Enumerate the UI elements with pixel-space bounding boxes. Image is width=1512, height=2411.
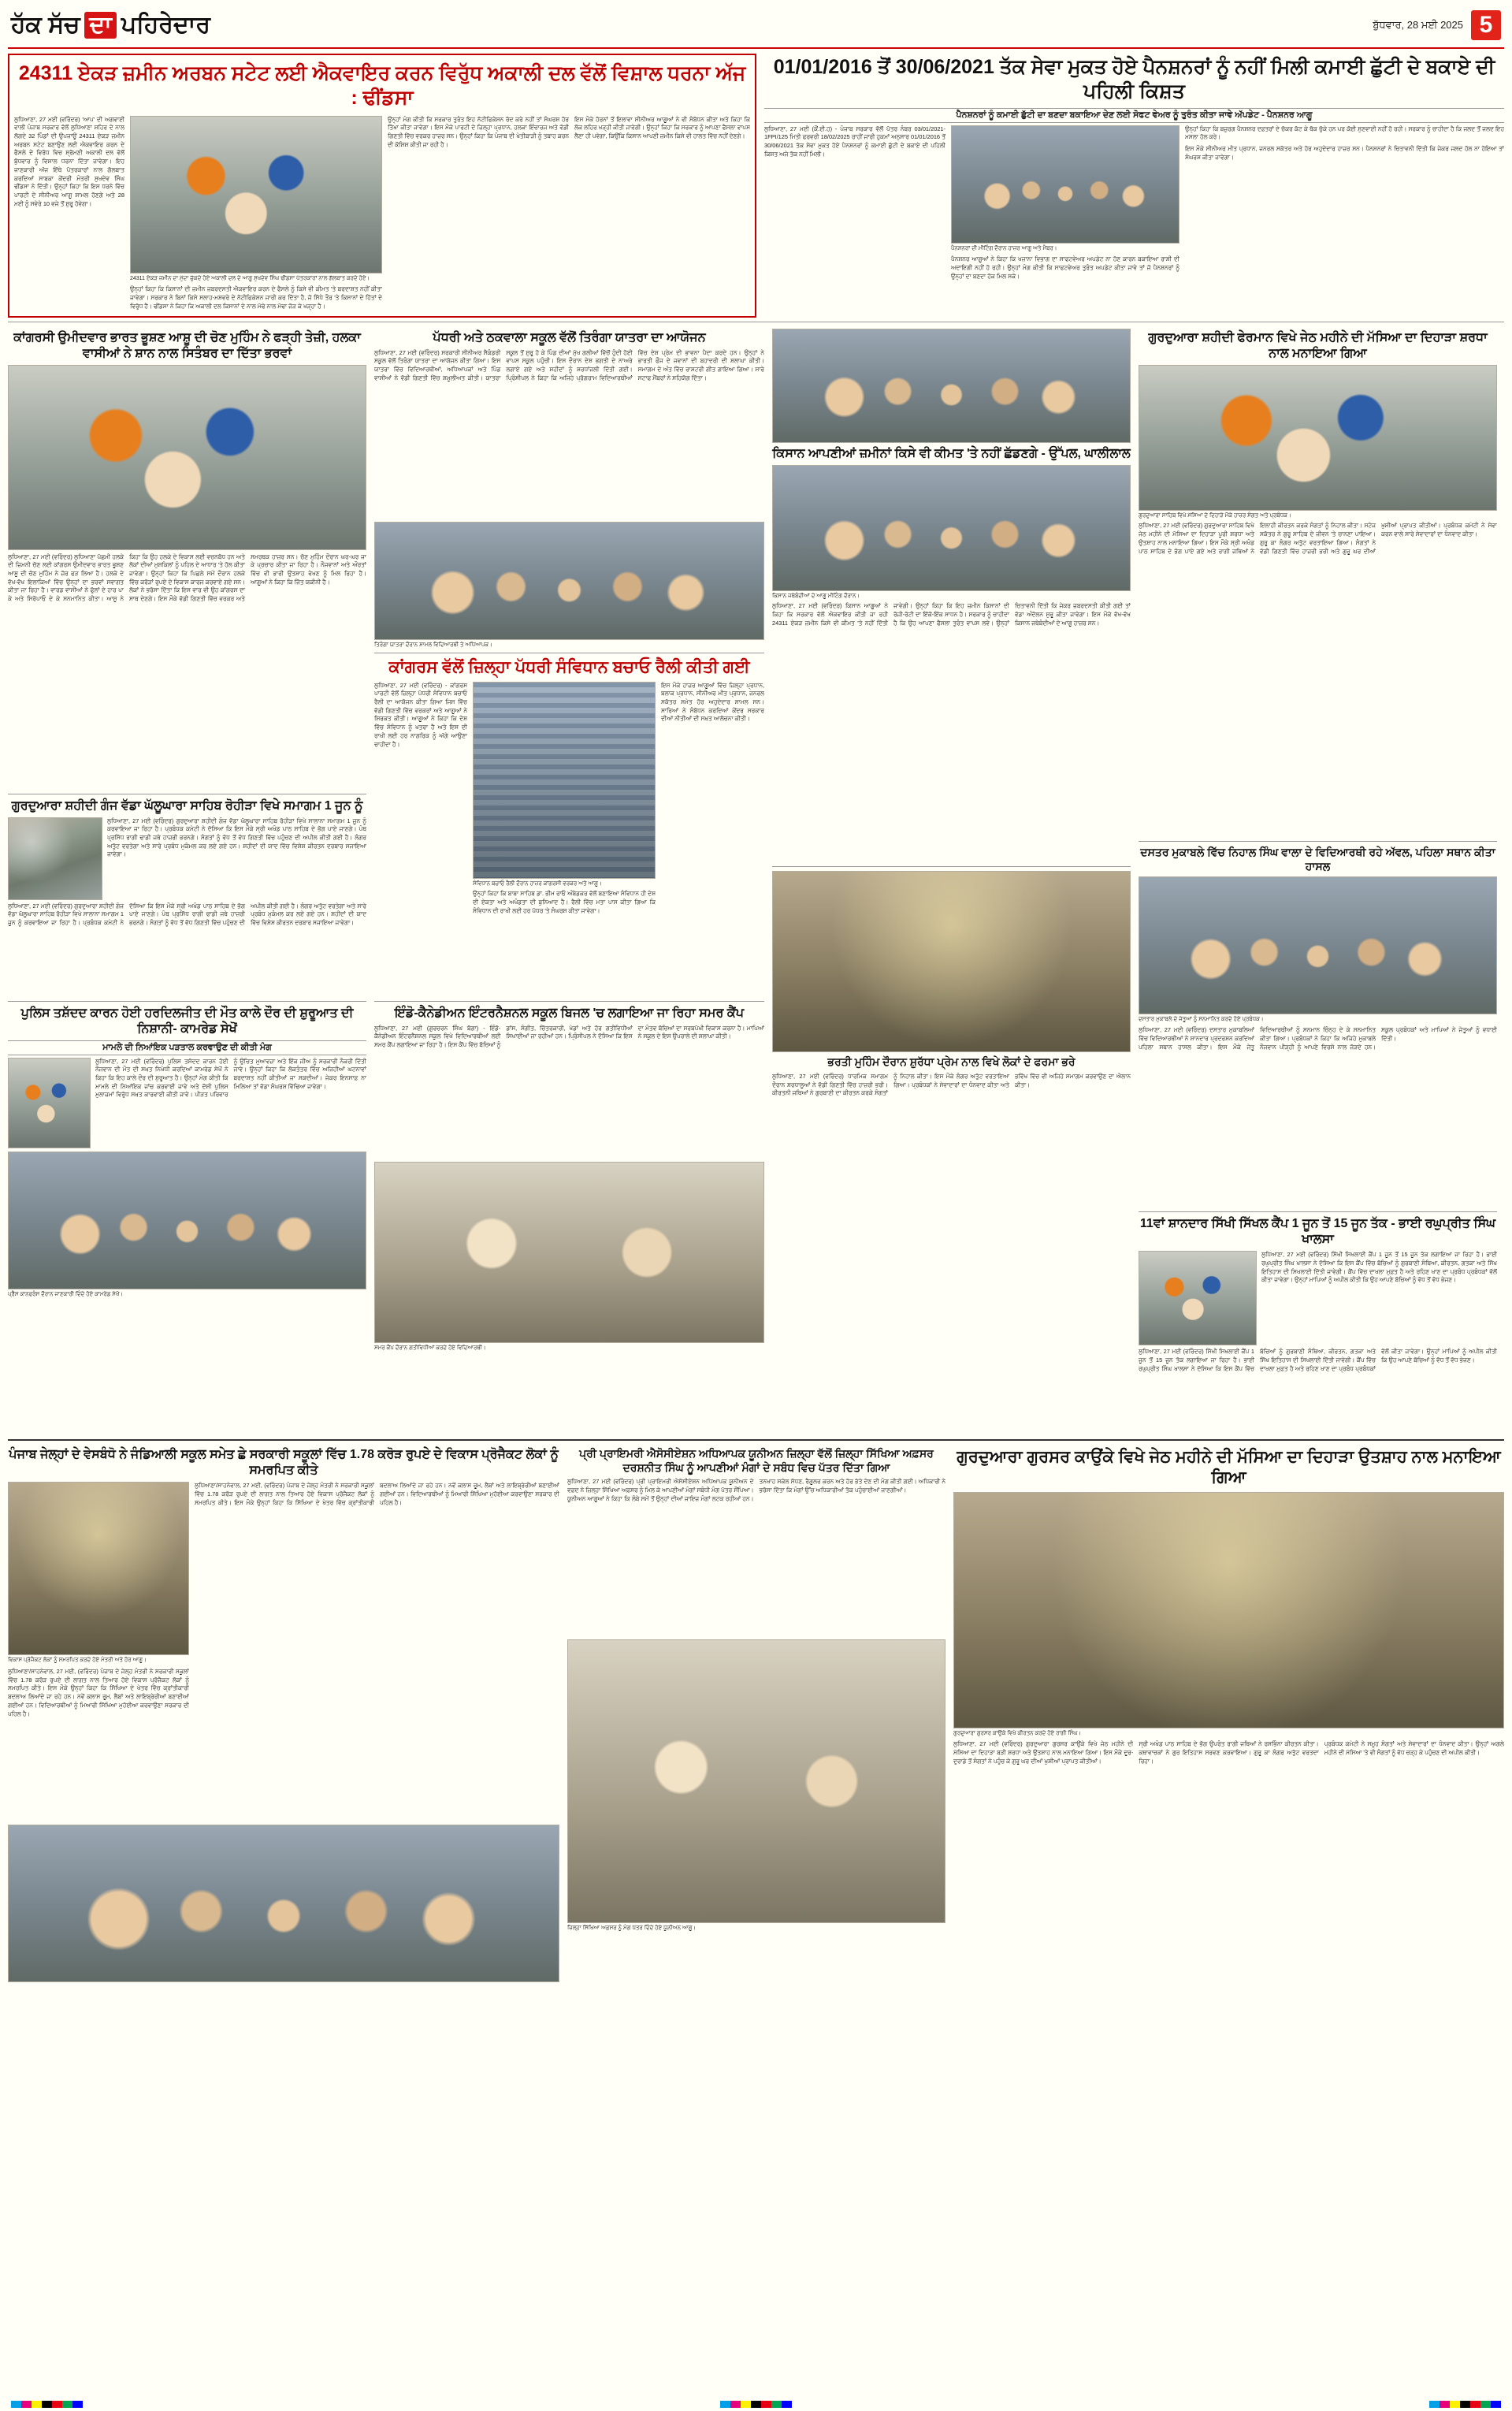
sikh-camp-headline: 11ਵਾਂ ਸ਼ਾਨਦਾਰ ਸਿੱਖੀ ਸਿੱਖਲ ਕੈਂਪ 1 ਜੂਨ ਤੋਂ 15 ਜੂਨ ਤੱਕ - ਭਾਈ ਰਘੁਪ੍ਰੀਤ ਸਿੰਘ ਖਾਲਸਾ: [1139, 1217, 1496, 1247]
summer-camp-body: ਲੁਧਿਆਣਾ, 27 ਮਈ (ਗੁਰਚਰਨ ਸਿੰਘ ਬੱਗਾ) - ਇੰਡੋ-ਕੈਨੇਡੀਅਨ ਇੰਟਰਨੈਸ਼ਨਲ ਸਕੂਲ ਵਿਖੇ ਵਿਦਿਆਰਥੀਆਂ ਲਈ ਸਮਰ ਕੈਂਪ ਲਗਾਇਆ ਜਾ ਰਿਹਾ ਹੈ। ਇਸ ਕੈਂਪ ਵਿੱਚ ਬੱਚਿਆਂ ਨੂੰ ਡਾਂਸ, ਸੰਗੀਤ, ਚਿੱਤਰਕਾਰੀ, ਖੇਡਾਂ ਅਤੇ ਹੋਰ ਗਤੀਵਿਧੀਆਂ ਸਿਖਾਈਆਂ ਜਾ ਰਹੀਆਂ ਹਨ। ਪ੍ਰਿੰਸੀਪਲ ਨੇ ਦੱਸਿਆ ਕਿ ਇਸ ਦਾ ਮੰਤਵ ਬੱਚਿਆਂ ਦਾ ਸਰਬਪੱਖੀ ਵਿਕਾਸ ਕਰਨਾ ਹੈ। ਮਾਪਿਆਂ ਨੇ ਸਕੂਲ ਦੇ ਇਸ ਉਪਰਾਲੇ ਦੀ ਸ਼ਲਾਘਾ ਕੀਤੀ।: [374, 1024, 764, 1049]
farmers-body: ਲੁਧਿਆਣਾ, 27 ਮਈ (ਵਰਿੰਦਰ) ਕਿਸਾਨ ਆਗੂਆਂ ਨੇ ਕਿਹਾ ਕਿ ਸਰਕਾਰ ਵੱਲੋਂ ਐਕਵਾਇਰ ਕੀਤੀ ਜਾ ਰਹੀ 24311 ਏਕੜ ਜ਼ਮੀਨ ਕਿਸੇ ਵੀ ਕੀਮਤ 'ਤੇ ਨਹੀਂ ਦਿੱਤੀ ਜਾਵੇਗੀ। ਉਨ੍ਹਾਂ ਕਿਹਾ ਕਿ ਇਹ ਜ਼ਮੀਨ ਕਿਸਾਨਾਂ ਦੀ ਰੋਜ਼ੀ-ਰੋਟੀ ਦਾ ਇੱਕੋ-ਇੱਕ ਸਾਧਨ ਹੈ। ਸਰਕਾਰ ਨੂੰ ਚਾਹੀਦਾ ਹੈ ਕਿ ਉਹ ਆਪਣਾ ਫੈਸਲਾ ਤੁਰੰਤ ਵਾਪਸ ਲਵੇ। ਉਨ੍ਹਾਂ ਚਿਤਾਵਨੀ ਦਿੱਤੀ ਕਿ ਜੇਕਰ ਜ਼ਬਰਦਸਤੀ ਕੀਤੀ ਗਈ ਤਾਂ ਵੱਡਾ ਅੰਦੋਲਨ ਸ਼ੁਰੂ ਕੀਤਾ ਜਾਵੇਗਾ। ਇਸ ਮੌਕੇ ਵੱਖ-ਵੱਖ ਕਿਸਾਨ ਜਥੇਬੰਦੀਆਂ ਦੇ ਆਗੂ ਹਾਜ਼ਰ ਸਨ।: [772, 602, 1131, 627]
police-case-body: ਲੁਧਿਆਣਾ, 27 ਮਈ (ਵਰਿੰਦਰ) ਪੁਲਿਸ ਤਸ਼ੱਦਦ ਕਾਰਨ ਹੋਈ ਨੌਜਵਾਨ ਦੀ ਮੌਤ ਦੀ ਸਖ਼ਤ ਨਿਖੇਧੀ ਕਰਦਿਆਂ ਕਾਮਰੇਡ ਸੇਖੋਂ ਨੇ ਕਿਹਾ ਕਿ ਇਹ ਕਾਲੇ ਦੌਰ ਦੀ ਸ਼ੁਰੂਆਤ ਹੈ। ਉਨ੍ਹਾਂ ਮੰਗ ਕੀਤੀ ਕਿ ਮਾਮਲੇ ਦੀ ਨਿਆਂਇਕ ਜਾਂਚ ਕਰਵਾਈ ਜਾਵੇ ਅਤੇ ਦੋਸ਼ੀ ਪੁਲਿਸ ਮੁਲਾਜ਼ਮਾਂ ਵਿਰੁੱਧ ਸਖ਼ਤ ਕਾਰਵਾਈ ਕੀਤੀ ਜਾਵੇ। ਪੀੜਤ ਪਰਿਵਾਰ ਨੂੰ ਉਚਿਤ ਮੁਆਵਜ਼ਾ ਅਤੇ ਇੱਕ ਜੀਅ ਨੂੰ ਸਰਕਾਰੀ ਨੌਕਰੀ ਦਿੱਤੀ ਜਾਵੇ। ਉਨ੍ਹਾਂ ਕਿਹਾ ਕਿ ਲੋਕਤੰਤਰ ਵਿੱਚ ਅਜਿਹੀਆਂ ਘਟਨਾਵਾਂ ਬਰਦਾਸ਼ਤ ਨਹੀਂ ਕੀਤੀਆਂ ਜਾ ਸਕਦੀਆਂ। ਜੇਕਰ ਇਨਸਾਫ਼ ਨਾ ਮਿਲਿਆ ਤਾਂ ਵੱਡਾ ਸੰਘਰਸ਼ ਵਿੱਢਿਆ ਜਾਵੇਗਾ।: [95, 1057, 366, 1099]
divider-d1: [1139, 841, 1497, 842]
gurdwara-ganj-body-a: ਲੁਧਿਆਣਾ, 27 ਮਈ (ਵਰਿੰਦਰ) ਗੁਰਦੁਆਰਾ ਸ਼ਹੀਦੀ ਗੰਜ ਵੱਡਾ ਘੱਲੂਘਾਰਾ ਸਾਹਿਬ ਰੋਹੀੜਾ ਵਿਖੇ ਸਾਲਾਨਾ ਸਮਾਗਮ 1 ਜੂਨ ਨੂੰ ਕਰਵਾਇਆ ਜਾ ਰਿਹਾ ਹੈ। ਪ੍ਰਬੰਧਕ ਕਮੇਟੀ ਨੇ ਦੱਸਿਆ ਕਿ ਇਸ ਮੌਕੇ ਸ੍ਰੀ ਅਖੰਡ ਪਾਠ ਸਾਹਿਬ ਦੇ ਭੋਗ ਪਾਏ ਜਾਣਗੇ। ਪੰਥ ਪ੍ਰਸਿੱਧ ਰਾਗੀ ਢਾਡੀ ਜਥੇ ਹਾਜ਼ਰੀ ਭਰਨਗੇ। ਸੰਗਤਾਂ ਨੂੰ ਵੱਧ ਤੋਂ ਵੱਧ ਗਿਣਤੀ ਵਿੱਚ ਪਹੁੰਚਣ ਦੀ ਅਪੀਲ ਕੀਤੀ ਗਈ ਹੈ। ਲੰਗਰ ਅਤੁੱਟ ਵਰਤੇਗਾ ਅਤੇ ਸਾਰੇ ਪ੍ਰਬੰਧ ਮੁਕੰਮਲ ਕਰ ਲਏ ਗਏ ਹਨ। ਸ਼ਹੀਦਾਂ ਦੀ ਯਾਦ ਵਿੱਚ ਵਿਸ਼ੇਸ਼ ਕੀਰਤਨ ਦਰਬਾਰ ਸਜਾਇਆ ਜਾਵੇਗਾ।: [107, 817, 366, 858]
divider-a2: [8, 1001, 366, 1002]
punjab-jail-photo-1: [8, 1482, 189, 1655]
farmers-land-headline: ਕਿਸਾਨ ਆਪਣੀਆਂ ਜ਼ਮੀਨਾਂ ਕਿਸੇ ਵੀ ਕੀਮਤ 'ਤੇ ਨਹੀਂ ਛੱਡਣਗੇ - ਉੱਪਲ, ਘਾਲੀਲਾਲ: [772, 446, 1131, 460]
sikh-camp-photo: [1139, 1251, 1257, 1345]
lead-right-col1: ਲੁਧਿਆਣਾ, 27 ਮਈ (ਕੌਂ.ਈ.ਹ) - ਪੰਜਾਬ ਸਰਕਾਰ ਵੱਲੋਂ ਪੱਤਰ ਨੰਬਰ 03/01/2021-1FPI/125 ਮਿਤੀ ਫਰਵਰੀ 18/02/2025 ਰਾਹੀਂ ਜਾਰੀ ਹੁਕਮਾਂ ਅਨੁਸਾਰ 01/01/2016 ਤੋਂ 30/06/2021 ਤੱਕ ਸੇਵਾ ਮੁਕਤ ਹੋਏ ਪੈਨਸ਼ਨਰਾਂ ਨੂੰ ਕਮਾਈ ਛੁੱਟੀ ਦੇ ਬਕਾਏ ਦੀ ਪਹਿਲੀ ਕਿਸ਼ਤ ਅਜੇ ਤੱਕ ਨਹੀਂ ਮਿਲੀ।: [764, 125, 945, 158]
gursar-col2: ਸ੍ਰੀ ਅਖੰਡ ਪਾਠ ਸਾਹਿਬ ਦੇ ਭੋਗ ਉਪਰੰਤ ਰਾਗੀ ਜਥਿਆਂ ਨੇ ਰਸਭਿੰਨਾ ਕੀਰਤਨ ਕੀਤਾ। ਕਥਾਵਾਚਕਾਂ ਨੇ ਗੁਰ ਇਤਿਹਾਸ ਸਰਵਣ ਕਰਵਾਇਆ। ਗੁਰੂ ਕਾ ਲੰਗਰ ਅਤੁੱਟ ਵਰਤਦਾ ਰਿਹਾ।: [1139, 1740, 1319, 1765]
gurdwara-ganj-headline: ਗੁਰਦੁਆਰਾ ਸ਼ਹੀਦੀ ਗੰਜ ਵੱਡਾ ਘੱਲੂਘਾਰਾ ਸਾਹਿਬ ਰੋਹੀੜਾ ਵਿਖੇ ਸਮਾਗਮ 1 ਜੂਨ ਨੂੰ: [11, 798, 363, 813]
gursar-col1: ਲੁਧਿਆਣਾ, 27 ਮਈ (ਵਰਿੰਦਰ) ਗੁਰਦੁਆਰਾ ਗੁਰਸਰ ਕਾਉਂਕੇ ਵਿਖੇ ਜੇਠ ਮਹੀਨੇ ਦੀ ਮੱਸਿਆ ਦਾ ਦਿਹਾੜਾ ਬੜੀ ਸ਼ਰਧਾ ਅਤੇ ਉਤਸ਼ਾਹ ਨਾਲ ਮਨਾਇਆ ਗਿਆ। ਇਸ ਮੌਕੇ ਦੂਰ-ਦੁਰਾਡੇ ਤੋਂ ਸੰਗਤਾਂ ਨੇ ਪਹੁੰਚ ਕੇ ਗੁਰੂ ਘਰ ਦੀਆਂ ਖੁਸ਼ੀਆਂ ਪ੍ਰਾਪਤ ਕੀਤੀਆਂ।: [953, 1740, 1134, 1765]
lead-left-caption: 24311 ਏਕੜ ਜ਼ਮੀਨ ਦਾ ਮੁੱਦਾ ਚੁੱਕਦੇ ਹੋਏ ਅਕਾਲੀ ਦਲ ਦੇ ਆਗੂ ਸੁਖਦੇਵ ਸਿੰਘ ਢੀਂਡਸਾ ਪੱਤਰਕਾਰਾਂ ਨਾਲ ਗੱਲਬਾਤ ਕਰਦੇ ਹੋਏ।: [130, 275, 370, 281]
article-congress-candidate: [8, 329, 366, 1435]
lead-article-left: [8, 54, 756, 318]
lead-article-right: [764, 54, 1504, 318]
lead-left-col1: ਲੁਧਿਆਣਾ, 27 ਮਈ (ਵਰਿੰਦਰ) 'ਆਪ' ਦੀ ਅਗਵਾਈ ਵਾਲੀ ਪੰਜਾਬ ਸਰਕਾਰ ਵੱਲੋਂ ਲੁਧਿਆਣਾ ਸ਼ਹਿਰ ਦੇ ਨਾਲ ਲੱਗਦੇ 32 ਪਿੰਡਾਂ ਦੀ ਉਪਜਾਊ 24311 ਏਕੜ ਜ਼ਮੀਨ ਅਰਬਨ ਸਟੇਟ ਬਣਾਉਣ ਲਈ ਐਕਵਾਇਰ ਕਰਨ ਦੇ ਫੈਸਲੇ ਦੇ ਵਿਰੋਧ ਵਿਚ ਸ਼੍ਰੋਮਣੀ ਅਕਾਲੀ ਦਲ ਵੱਲੋਂ ਬੁੱਧਵਾਰ ਨੂੰ ਵਿਸ਼ਾਲ ਧਰਨਾ ਦਿੱਤਾ ਜਾਵੇਗਾ। ਇਹ ਜਾਣਕਾਰੀ ਅੱਜ ਇੱਥੇ ਪੱਤਰਕਾਰਾਂ ਨਾਲ ਗੱਲਬਾਤ ਕਰਦਿਆਂ ਸਾਬਕਾ ਕੇਂਦਰੀ ਮੰਤਰੀ ਸੁਖਦੇਵ ਸਿੰਘ ਢੀਂਡਸਾ ਨੇ ਦਿੱਤੀ। ਉਨ੍ਹਾਂ ਕਿਹਾ ਕਿ ਇਸ ਧਰਨੇ ਵਿੱਚ ਪਾਰਟੀ ਦੇ ਸੀਨੀਅਰ ਆਗੂ ਸ਼ਾਮਲ ਹੋਣਗੇ ਅਤੇ 28 ਮਈ ਨੂੰ ਸਵੇਰੇ 10 ਵਜੇ ਤੋਂ ਸ਼ੁਰੂ ਹੋਵੇਗਾ।: [14, 115, 124, 207]
association-caption: ਜ਼ਿਲ੍ਹਾ ਸਿੱਖਿਆ ਅਫ਼ਸਰ ਨੂੰ ਮੰਗ ਪੱਤਰ ਦਿੰਦੇ ਹੋਏ ਯੂਨੀਅਨ ਆਗੂ।: [567, 1925, 697, 1932]
gurdwara-jeth-caption: ਗੁਰਦੁਆਰਾ ਸਾਹਿਬ ਵਿਖੇ ਮੱਸਿਆ ਦੇ ਦਿਹਾੜੇ ਮੌਕੇ ਹਾਜ਼ਰ ਸੰਗਤ ਅਤੇ ਪ੍ਰਬੰਧਕ।: [1139, 512, 1291, 519]
bharti-headline: ਭਰਤੀ ਮੁਹਿੰਮ ਦੌਰਾਨ ਸ਼ੁਰੱਧਾ ਪ੍ਰੇਮ ਨਾਲ ਵਿਖੇ ਲੋਕਾਂ ਦੇ ਫਰਮਾ ਭਰੇ: [827, 1055, 1075, 1069]
lead-right-col2b: ਪੈਨਸ਼ਨਰ ਆਗੂਆਂ ਨੇ ਕਿਹਾ ਕਿ ਖਜ਼ਾਨਾ ਵਿਭਾਗ ਦਾ ਸਾਫਟਵੇਅਰ ਅਪਡੇਟ ਨਾ ਹੋਣ ਕਾਰਨ ਬਕਾਇਆ ਰਾਸ਼ੀ ਦੀ ਅਦਾਇਗੀ ਨਹੀਂ ਹੋ ਰਹੀ। ਉਨ੍ਹਾਂ ਮੰਗ ਕੀਤੀ ਕਿ ਸਾਫਟਵੇਅਰ ਤੁਰੰਤ ਅਪਡੇਟ ਕੀਤਾ ਜਾਵੇ ਤਾਂ ਜੋ ਪੈਨਸ਼ਨਰਾਂ ਨੂੰ ਉਨ੍ਹਾਂ ਦਾ ਬਣਦਾ ਹੱਕ ਮਿਲ ਸਕੇ।: [951, 255, 1180, 280]
congress-rally-photo: [473, 682, 656, 879]
logo-part-1: ਹੱਕ ਸੱਚ: [11, 12, 80, 38]
gurdwara-ganj-photo: [8, 817, 102, 900]
school-yatra-photo: [374, 522, 764, 640]
congress-candidate-photo: [8, 365, 366, 550]
article-association-meeting: [567, 1445, 945, 1982]
newspaper-logo: [11, 12, 210, 39]
fateh-award-photo: [1139, 876, 1497, 1014]
article-punjab-jail: [8, 1445, 559, 1982]
page-title: 24311 ਏਕੜ ਜ਼ਮੀਨ ਅਰਬਨ ਸਟੇਟ ਲਈ ਐਕਵਾਇਰ ਕਰਨ ਵਿਰੁੱਧ ਅਕਾਲੀ ਦਲ ਵੱਲੋਂ ਵਿਸ਼ਾਲ ਧਰਨਾ ਅੱਜ : ਢੀਂਡਸਾ: [18, 62, 746, 110]
lead-right-caption: ਪੈਨਸ਼ਨਰਾਂ ਦੀ ਮੀਟਿੰਗ ਦੌਰਾਨ ਹਾਜ਼ਰ ਆਗੂ ਅਤੇ ਮੈਂਬਰ।: [951, 245, 1057, 251]
lead-left-col4: ਇਸ ਮੌਕੇ ਹੋਰਨਾਂ ਤੋਂ ਇਲਾਵਾ ਸੀਨੀਅਰ ਆਗੂਆਂ ਨੇ ਵੀ ਸੰਬੋਧਨ ਕੀਤਾ ਅਤੇ ਕਿਹਾ ਕਿ ਲੋਕ ਲਹਿਰ ਖੜ੍ਹੀ ਕੀਤੀ ਜਾਵੇਗੀ। ਉਨ੍ਹਾਂ ਕਿਹਾ ਕਿ ਸਰਕਾਰ ਨੂੰ ਆਪਣਾ ਫੈਸਲਾ ਵਾਪਸ ਲੈਣਾ ਹੀ ਪਵੇਗਾ, ਕਿਉਂਕਿ ਕਿਸਾਨ ਆਪਣੀ ਜ਼ਮੀਨ ਕਿਸੇ ਵੀ ਹਾਲਤ ਵਿੱਚ ਨਹੀਂ ਦੇਣਗੇ।: [574, 115, 750, 140]
police-case-photo: [8, 1058, 91, 1148]
summer-camp-photo: [374, 1162, 764, 1343]
sikh-camp-body-b: ਲੁਧਿਆਣਾ, 27 ਮਈ (ਵਰਿੰਦਰ) ਸਿੱਖੀ ਸਿਖਲਾਈ ਕੈਂਪ 1 ਜੂਨ ਤੋਂ 15 ਜੂਨ ਤੱਕ ਲਗਾਇਆ ਜਾ ਰਿਹਾ ਹੈ। ਭਾਈ ਰਘੁਪ੍ਰੀਤ ਸਿੰਘ ਖਾਲਸਾ ਨੇ ਦੱਸਿਆ ਕਿ ਇਸ ਕੈਂਪ ਵਿੱਚ ਬੱਚਿਆਂ ਨੂੰ ਗੁਰਬਾਣੀ ਸੰਥਿਆ, ਕੀਰਤਨ, ਗਤਕਾ ਅਤੇ ਸਿੱਖ ਇਤਿਹਾਸ ਦੀ ਸਿਖਲਾਈ ਦਿੱਤੀ ਜਾਵੇਗੀ। ਕੈਂਪ ਵਿੱਚ ਦਾਖਲਾ ਮੁਫ਼ਤ ਹੈ ਅਤੇ ਰਹਿਣ ਖਾਣ ਦਾ ਪ੍ਰਬੰਧ ਪ੍ਰਬੰਧਕਾਂ ਵੱਲੋਂ ਕੀਤਾ ਜਾਵੇਗਾ। ਉਨ੍ਹਾਂ ਮਾਪਿਆਂ ਨੂੰ ਅਪੀਲ ਕੀਤੀ ਕਿ ਉਹ ਆਪਣੇ ਬੱਚਿਆਂ ਨੂੰ ਵੱਧ ਤੋਂ ਵੱਧ ਭੇਜਣ।: [1139, 1348, 1497, 1372]
congress-rally-col1: ਲੁਧਿਆਣਾ, 27 ਮਈ (ਵਰਿੰਦਰ) - ਕਾਂਗਰਸ ਪਾਰਟੀ ਵੱਲੋਂ ਜ਼ਿਲ੍ਹਾ ਪੱਧਰੀ ਸੰਵਿਧਾਨ ਬਚਾਓ ਰੈਲੀ ਦਾ ਆਯੋਜਨ ਕੀਤਾ ਗਿਆ ਜਿਸ ਵਿੱਚ ਵੱਡੀ ਗਿਣਤੀ ਵਿੱਚ ਵਰਕਰਾਂ ਅਤੇ ਆਗੂਆਂ ਨੇ ਸ਼ਿਰਕਤ ਕੀਤੀ। ਆਗੂਆਂ ਨੇ ਕਿਹਾ ਕਿ ਦੇਸ਼ ਵਿੱਚ ਸੰਵਿਧਾਨ ਨੂੰ ਖਤਰਾ ਹੈ ਅਤੇ ਇਸ ਦੀ ਰਾਖੀ ਲਈ ਹਰ ਨਾਗਰਿਕ ਨੂੰ ਅੱਗੇ ਆਉਣਾ ਚਾਹੀਦਾ ਹੈ।: [374, 681, 467, 748]
lead-left-col2b: ਉਨ੍ਹਾਂ ਕਿਹਾ ਕਿ ਕਿਸਾਨਾਂ ਦੀ ਜ਼ਮੀਨ ਜ਼ਬਰਦਸਤੀ ਐਕਵਾਇਰ ਕਰਨ ਦੇ ਫੈਸਲੇ ਨੂੰ ਕਿਸੇ ਵੀ ਕੀਮਤ 'ਤੇ ਬਰਦਾਸ਼ਤ ਨਹੀਂ ਕੀਤਾ ਜਾਵੇਗਾ। ਸਰਕਾਰ ਨੇ ਬਿਨਾਂ ਕਿਸੇ ਸਲਾਹ-ਮਸ਼ਵਰੇ ਦੇ ਨੋਟੀਫਿਕੇਸ਼ਨ ਜਾਰੀ ਕਰ ਦਿੱਤਾ ਹੈ, ਜੋ ਸਿੱਧੇ ਤੌਰ 'ਤੇ ਕਿਸਾਨਾਂ ਦੇ ਹਿੱਤਾਂ ਦੇ ਵਿਰੁੱਧ ਹੈ। ਢੀਂਡਸਾ ਨੇ ਕਿਹਾ ਕਿ ਅਕਾਲੀ ਦਲ ਕਿਸਾਨਾਂ ਦੇ ਨਾਲ ਮੋਢੇ ਨਾਲ ਮੋਢਾ ਜੋੜ ਕੇ ਖੜ੍ਹਾ ਹੈ।: [130, 285, 382, 310]
gurdwara-jeth-headline: ਗੁਰਦੁਆਰਾ ਸ਼ਹੀਦੀ ਫੇਰਮਾਨ ਵਿਖੇ ਜੇਠ ਮਹੀਨੇ ਦੀ ਮੱਸਿਆ ਦਾ ਦਿਹਾੜਾ ਸ਼ਰਧਾ ਨਾਲ ਮਨਾਇਆ ਗਿਆ: [1148, 330, 1488, 360]
school-yatra-body: ਲੁਧਿਆਣਾ, 27 ਮਈ (ਵਰਿੰਦਰ) ਸਰਕਾਰੀ ਸੀਨੀਅਰ ਸੈਕੰਡਰੀ ਸਕੂਲ ਵੱਲੋਂ ਤਿਰੰਗਾ ਯਾਤਰਾ ਦਾ ਆਯੋਜਨ ਕੀਤਾ ਗਿਆ। ਇਸ ਯਾਤਰਾ ਵਿੱਚ ਵਿਦਿਆਰਥੀਆਂ, ਅਧਿਆਪਕਾਂ ਅਤੇ ਪਿੰਡ ਵਾਸੀਆਂ ਨੇ ਵੱਡੀ ਗਿਣਤੀ ਵਿੱਚ ਸ਼ਮੂਲੀਅਤ ਕੀਤੀ। ਯਾਤਰਾ ਸਕੂਲ ਤੋਂ ਸ਼ੁਰੂ ਹੋ ਕੇ ਪਿੰਡ ਦੀਆਂ ਮੁੱਖ ਗਲੀਆਂ ਵਿੱਚੋਂ ਹੁੰਦੀ ਹੋਈ ਵਾਪਸ ਸਕੂਲ ਪਹੁੰਚੀ। ਇਸ ਦੌਰਾਨ ਦੇਸ਼ ਭਗਤੀ ਦੇ ਨਾਅਰੇ ਲਗਾਏ ਗਏ ਅਤੇ ਸ਼ਹੀਦਾਂ ਨੂੰ ਸ਼ਰਧਾਂਜਲੀ ਦਿੱਤੀ ਗਈ। ਪ੍ਰਿੰਸੀਪਲ ਨੇ ਕਿਹਾ ਕਿ ਅਜਿਹੇ ਪ੍ਰੋਗਰਾਮ ਵਿਦਿਆਰਥੀਆਂ ਵਿੱਚ ਦੇਸ਼ ਪ੍ਰੇਮ ਦੀ ਭਾਵਨਾ ਪੈਦਾ ਕਰਦੇ ਹਨ। ਉਨ੍ਹਾਂ ਨੇ ਭਾਰਤੀ ਫੌਜ ਦੇ ਜਵਾਨਾਂ ਦੀ ਬਹਾਦਰੀ ਦੀ ਸ਼ਲਾਘਾ ਕੀਤੀ। ਸਮਾਗਮ ਦੇ ਅੰਤ ਵਿੱਚ ਰਾਸ਼ਟਰੀ ਗੀਤ ਗਾਇਆ ਗਿਆ। ਸਾਰੇ ਸਟਾਫ ਮੈਂਬਰਾਂ ਨੇ ਸਹਿਯੋਗ ਦਿੱਤਾ।: [374, 348, 764, 381]
top-section: [8, 54, 1504, 318]
article-gurdwara-jeth: [1139, 329, 1497, 1435]
lead-right-photo: [951, 125, 1180, 244]
swatch-group-left: [11, 2401, 83, 2408]
sikh-camp-body-a: ਲੁਧਿਆਣਾ, 27 ਮਈ (ਵਰਿੰਦਰ) ਸਿੱਖੀ ਸਿਖਲਾਈ ਕੈਂਪ 1 ਜੂਨ ਤੋਂ 15 ਜੂਨ ਤੱਕ ਲਗਾਇਆ ਜਾ ਰਿਹਾ ਹੈ। ਭਾਈ ਰਘੁਪ੍ਰੀਤ ਸਿੰਘ ਖਾਲਸਾ ਨੇ ਦੱਸਿਆ ਕਿ ਇਸ ਕੈਂਪ ਵਿੱਚ ਬੱਚਿਆਂ ਨੂੰ ਗੁਰਬਾਣੀ ਸੰਥਿਆ, ਕੀਰਤਨ, ਗਤਕਾ ਅਤੇ ਸਿੱਖ ਇਤਿਹਾਸ ਦੀ ਸਿਖਲਾਈ ਦਿੱਤੀ ਜਾਵੇਗੀ। ਕੈਂਪ ਵਿੱਚ ਦਾਖਲਾ ਮੁਫ਼ਤ ਹੈ ਅਤੇ ਰਹਿਣ ਖਾਣ ਦਾ ਪ੍ਰਬੰਧ ਪ੍ਰਬੰਧਕਾਂ ਵੱਲੋਂ ਕੀਤਾ ਜਾਵੇਗਾ। ਉਨ੍ਹਾਂ ਮਾਪਿਆਂ ਨੂੰ ਅਪੀਲ ਕੀਤੀ ਕਿ ਉਹ ਆਪਣੇ ਬੱਚਿਆਂ ਨੂੰ ਵੱਧ ਤੋਂ ਵੱਧ ਭੇਜਣ।: [1261, 1251, 1497, 1284]
association-photo: [567, 1639, 945, 1923]
swatch-group-right: [1429, 2401, 1501, 2408]
punjab-jail-body-2: ਲੁਧਿਆਣਾ/ਸਾਹਨੇਵਾਲ, 27 ਮਈ, (ਵਰਿੰਦਰ) ਪੰਜਾਬ ਦੇ ਜੇਲ੍ਹ ਮੰਤਰੀ ਨੇ ਸਰਕਾਰੀ ਸਕੂਲਾਂ ਵਿੱਚ 1.78 ਕਰੋੜ ਰੁਪਏ ਦੀ ਲਾਗਤ ਨਾਲ ਤਿਆਰ ਹੋਏ ਵਿਕਾਸ ਪ੍ਰੋਜੈਕਟ ਲੋਕਾਂ ਨੂੰ ਸਮਰਪਿਤ ਕੀਤੇ। ਇਸ ਮੌਕੇ ਉਨ੍ਹਾਂ ਕਿਹਾ ਕਿ ਸਿੱਖਿਆ ਦੇ ਖੇਤਰ ਵਿੱਚ ਕ੍ਰਾਂਤੀਕਾਰੀ ਬਦਲਾਅ ਲਿਆਂਦੇ ਜਾ ਰਹੇ ਹਨ। ਨਵੇਂ ਕਲਾਸ ਰੂਮ, ਲੈਬਾਂ ਅਤੇ ਲਾਇਬ੍ਰੇਰੀਆਂ ਬਣਾਈਆਂ ਗਈਆਂ ਹਨ। ਵਿਦਿਆਰਥੀਆਂ ਨੂੰ ਮਿਆਰੀ ਸਿੱਖਿਆ ਮੁਹੱਈਆ ਕਰਵਾਉਣਾ ਸਰਕਾਰ ਦੀ ਪਹਿਲ ਹੈ।: [195, 1482, 559, 1506]
police-case-subhead: ਮਾਮਲੇ ਦੀ ਨਿਆਂਇਕ ਪੜਤਾਲ ਕਰਵਾਉਣ ਦੀ ਕੀਤੀ ਮੰਗ: [8, 1040, 366, 1055]
congress-rally-col3: ਇਸ ਮੌਕੇ ਹਾਜ਼ਰ ਆਗੂਆਂ ਵਿੱਚ ਜ਼ਿਲ੍ਹਾ ਪ੍ਰਧਾਨ, ਬਲਾਕ ਪ੍ਰਧਾਨ, ਸੀਨੀਅਰ ਮੀਤ ਪ੍ਰਧਾਨ, ਜਨਰਲ ਸਕੱਤਰ ਸਮੇਤ ਹੋਰ ਅਹੁਦੇਦਾਰ ਸ਼ਾਮਲ ਸਨ। ਸਾਰਿਆਂ ਨੇ ਸੰਬੋਧਨ ਕਰਦਿਆਂ ਕੇਂਦਰ ਸਰਕਾਰ ਦੀਆਂ ਨੀਤੀਆਂ ਦੀ ਸਖ਼ਤ ਆਲੋਚਨਾ ਕੀਤੀ।: [661, 681, 764, 723]
fateh-award-caption: ਦਸਤਾਰ ਮੁਕਾਬਲੇ ਦੇ ਜੇਤੂਆਂ ਨੂੰ ਸਨਮਾਨਿਤ ਕਰਦੇ ਹੋਏ ਪ੍ਰਬੰਧਕ।: [1139, 1017, 1264, 1023]
congress-rally-headline: ਕਾਂਗਰਸ ਵੱਲੋਂ ਜ਼ਿਲ੍ਹਾ ਪੱਧਰੀ ਸੰਵਿਧਾਨ ਬਚਾਓ ਰੈਲੀ ਕੀਤੀ ਗਈ: [388, 658, 750, 677]
bharti-photo: [772, 871, 1131, 1052]
lead-right-col4: ਇਸ ਮੌਕੇ ਸੀਨੀਅਰ ਮੀਤ ਪ੍ਰਧਾਨ, ਜਨਰਲ ਸਕੱਤਰ ਅਤੇ ਹੋਰ ਅਹੁਦੇਦਾਰ ਹਾਜ਼ਰ ਸਨ। ਪੈਨਸ਼ਨਰਾਂ ਨੇ ਚਿਤਾਵਨੀ ਦਿੱਤੀ ਕਿ ਜੇਕਰ ਜਲਦ ਹੱਲ ਨਾ ਹੋਇਆ ਤਾਂ ਸੰਘਰਸ਼ ਕੀਤਾ ਜਾਵੇਗਾ।: [1185, 144, 1504, 161]
congress-rally-caption: ਸੰਵਿਧਾਨ ਬਚਾਓ ਰੈਲੀ ਦੌਰਾਨ ਹਾਜ਼ਰ ਕਾਂਗਰਸੀ ਵਰਕਰ ਅਤੇ ਆਗੂ।: [473, 880, 602, 887]
association-body: ਲੁਧਿਆਣਾ, 27 ਮਈ (ਵਰਿੰਦਰ) ਪ੍ਰੀ ਪ੍ਰਾਇਮਰੀ ਐਸੋਸੀਏਸ਼ਨ ਅਧਿਆਪਕ ਯੂਨੀਅਨ ਦੇ ਵਫ਼ਦ ਨੇ ਜ਼ਿਲ੍ਹਾ ਸਿੱਖਿਆ ਅਫ਼ਸਰ ਨੂੰ ਮਿਲ ਕੇ ਆਪਣੀਆਂ ਮੰਗਾਂ ਸਬੰਧੀ ਮੰਗ ਪੱਤਰ ਸੌਂਪਿਆ। ਯੂਨੀਅਨ ਆਗੂਆਂ ਨੇ ਕਿਹਾ ਕਿ ਲੰਬੇ ਸਮੇਂ ਤੋਂ ਉਨ੍ਹਾਂ ਦੀਆਂ ਜਾਇਜ਼ ਮੰਗਾਂ ਲਟਕ ਰਹੀਆਂ ਹਨ। ਤਨਖਾਹ ਸਕੇਲ ਸੋਧਣ, ਰੈਗੂਲਰ ਕਰਨ ਅਤੇ ਹੋਰ ਭੱਤੇ ਦੇਣ ਦੀ ਮੰਗ ਕੀਤੀ ਗਈ। ਅਧਿਕਾਰੀ ਨੇ ਭਰੋਸਾ ਦਿੱਤਾ ਕਿ ਮੰਗਾਂ ਉੱਚ ਅਧਿਕਾਰੀਆਂ ਤੱਕ ਪਹੁੰਚਾਈਆਂ ਜਾਣਗੀਆਂ।: [567, 1478, 945, 1502]
gursar-caption: ਗੁਰਦੁਆਰਾ ਗੁਰਸਰ ਕਾਉਂਕੇ ਵਿਖੇ ਕੀਰਤਨ ਕਰਦੇ ਹੋਏ ਰਾਗੀ ਸਿੰਘ।: [953, 1730, 1082, 1736]
police-case-caption: ਪ੍ਰੈੱਸ ਕਾਨਫਰੰਸ ਦੌਰਾਨ ਜਾਣਕਾਰੀ ਦਿੰਦੇ ਹੋਏ ਕਾਮਰੇਡ ਸੇਖੋਂ।: [8, 1291, 124, 1297]
lead-left-col3: ਉਨ੍ਹਾਂ ਮੰਗ ਕੀਤੀ ਕਿ ਸਰਕਾਰ ਤੁਰੰਤ ਇਹ ਨੋਟੀਫਿਕੇਸ਼ਨ ਰੱਦ ਕਰੇ ਨਹੀਂ ਤਾਂ ਸੰਘਰਸ਼ ਹੋਰ ਤਿੱਖਾ ਕੀਤਾ ਜਾਵੇਗਾ। ਇਸ ਮੌਕੇ ਪਾਰਟੀ ਦੇ ਜ਼ਿਲ੍ਹਾ ਪ੍ਰਧਾਨ, ਹਲਕਾ ਇੰਚਾਰਜ ਅਤੇ ਵੱਡੀ ਗਿਣਤੀ ਵਿੱਚ ਵਰਕਰ ਹਾਜ਼ਰ ਸਨ। ਉਨ੍ਹਾਂ ਕਿਹਾ ਕਿ ਪੰਜਾਬ ਦੀ ਖੇਤੀਬਾੜੀ ਨੂੰ ਤਬਾਹ ਕਰਨ ਦੀ ਕੋਸ਼ਿਸ਼ ਕੀਤੀ ਜਾ ਰਹੀ ਹੈ।: [388, 115, 569, 148]
farmers-photo-2: [772, 465, 1131, 591]
farmers-caption: ਕਿਸਾਨ ਜਥੇਬੰਦੀਆਂ ਦੇ ਆਗੂ ਮੀਟਿੰਗ ਦੌਰਾਨ।: [772, 593, 860, 599]
fateh-award-headline: ਦਸਤਰ ਮੁਕਾਬਲੇ ਵਿੱਚ ਨਿਹਾਲ ਸਿੰਘ ਵਾਲਾ ਦੇ ਵਿਦਿਆਰਥੀ ਰਹੇ ਅੱਵਲ, ਪਹਿਲਾ ਸਥਾਨ ਕੀਤਾ ਹਾਸਲ: [1140, 846, 1495, 872]
logo-part-3: ਪਹਿਰੇਦਾਰ: [121, 12, 210, 38]
punjab-jail-headline: ਪੰਜਾਬ ਜੇਲ੍ਹਾਂ ਦੇ ਵੇਸਬੰਧੋ ਨੇ ਜੰਡਿਆਲੀ ਸਕੂਲ ਸਮੇਤ ਛੇ ਸਰਕਾਰੀ ਸਕੂਲਾਂ ਵਿੱਚ 1.78 ਕਰੋੜ ਰੁਪਏ ਦੇ ਵਿਕਾਸ ਪ੍ਰੋਜੈਕਟ ਲੋਕਾਂ ਨੂੰ ਸਮਰਪਿਤ ਕੀਤੇ: [9, 1448, 559, 1478]
article-school-and-rally: [374, 329, 764, 1435]
school-yatra-headline: ਪੱਧਰੀ ਅਤੇ ਠਕਵਾਲਾ ਸਕੂਲ ਵੱਲੋਂ ਤਿਰੰਗਾ ਯਾਤਰਾ ਦਾ ਆਯੋਜਨ: [433, 330, 706, 344]
punjab-jail-body-1: ਲੁਧਿਆਣਾ/ਸਾਹਨੇਵਾਲ, 27 ਮਈ, (ਵਰਿੰਦਰ) ਪੰਜਾਬ ਦੇ ਜੇਲ੍ਹ ਮੰਤਰੀ ਨੇ ਸਰਕਾਰੀ ਸਕੂਲਾਂ ਵਿੱਚ 1.78 ਕਰੋੜ ਰੁਪਏ ਦੀ ਲਾਗਤ ਨਾਲ ਤਿਆਰ ਹੋਏ ਵਿਕਾਸ ਪ੍ਰੋਜੈਕਟ ਲੋਕਾਂ ਨੂੰ ਸਮਰਪਿਤ ਕੀਤੇ। ਇਸ ਮੌਕੇ ਉਨ੍ਹਾਂ ਕਿਹਾ ਕਿ ਸਿੱਖਿਆ ਦੇ ਖੇਤਰ ਵਿੱਚ ਕ੍ਰਾਂਤੀਕਾਰੀ ਬਦਲਾਅ ਲਿਆਂਦੇ ਜਾ ਰਹੇ ਹਨ। ਨਵੇਂ ਕਲਾਸ ਰੂਮ, ਲੈਬਾਂ ਅਤੇ ਲਾਇਬ੍ਰੇਰੀਆਂ ਬਣਾਈਆਂ ਗਈਆਂ ਹਨ। ਵਿਦਿਆਰਥੀਆਂ ਨੂੰ ਮਿਆਰੀ ਸਿੱਖਿਆ ਮੁਹੱਈਆ ਕਰਵਾਉਣਾ ਸਰਕਾਰ ਦੀ ਪਹਿਲ ਹੈ।: [8, 1667, 189, 1717]
bharti-body: ਲੁਧਿਆਣਾ, 27 ਮਈ (ਵਰਿੰਦਰ) ਧਾਰਮਿਕ ਸਮਾਗਮ ਦੌਰਾਨ ਸ਼ਰਧਾਲੂਆਂ ਨੇ ਵੱਡੀ ਗਿਣਤੀ ਵਿੱਚ ਹਾਜ਼ਰੀ ਭਰੀ। ਕੀਰਤਨੀ ਜਥਿਆਂ ਨੇ ਗੁਰਬਾਣੀ ਦਾ ਕੀਰਤਨ ਕਰਕੇ ਸੰਗਤਾਂ ਨੂੰ ਨਿਹਾਲ ਕੀਤਾ। ਇਸ ਮੌਕੇ ਲੰਗਰ ਅਤੁੱਟ ਵਰਤਾਇਆ ਗਿਆ। ਪ੍ਰਬੰਧਕਾਂ ਨੇ ਸੇਵਾਦਾਰਾਂ ਦਾ ਧੰਨਵਾਦ ਕੀਤਾ ਅਤੇ ਭਵਿੱਖ ਵਿੱਚ ਵੀ ਅਜਿਹੇ ਸਮਾਗਮ ਕਰਵਾਉਣ ਦਾ ਐਲਾਨ ਕੀਤਾ।: [772, 1072, 1131, 1097]
article-gurdwara-gursar: [953, 1445, 1504, 1982]
summer-camp-caption: ਸਮਰ ਕੈਂਪ ਦੌਰਾਨ ਗਤੀਵਿਧੀਆਂ ਕਰਦੇ ਹੋਏ ਵਿਦਿਆਰਥੀ।: [374, 1345, 486, 1351]
lead-right-headline: 01/01/2016 ਤੋਂ 30/06/2021 ਤੱਕ ਸੇਵਾ ਮੁਕਤ ਹੋਏ ਪੈਨਸ਼ਨਰਾਂ ਨੂੰ ਨਹੀਂ ਮਿਲੀ ਕਮਾਈ ਛੁੱਟੀ ਦੇ ਬਕਾਏ ਦੀ ਪਹਿਲੀ ਕਿਸ਼ਤ: [773, 56, 1495, 103]
registration-color-bar: [0, 2401, 1512, 2408]
lead-right-col3: ਉਨ੍ਹਾਂ ਕਿਹਾ ਕਿ ਬਜ਼ੁਰਗ ਪੈਨਸ਼ਨਰ ਦਫ਼ਤਰਾਂ ਦੇ ਚੱਕਰ ਕੱਟ ਕੇ ਥੱਕ ਚੁੱਕੇ ਹਨ ਪਰ ਕੋਈ ਸੁਣਵਾਈ ਨਹੀਂ ਹੋ ਰਹੀ। ਸਰਕਾਰ ਨੂੰ ਚਾਹੀਦਾ ਹੈ ਕਿ ਜਲਦ ਤੋਂ ਜਲਦ ਇਹ ਮਸਲਾ ਹੱਲ ਕਰੇ।: [1185, 125, 1504, 141]
lead-right-subhead: ਪੈਨਸ਼ਨਰਾਂ ਨੂੰ ਕਮਾਈ ਛੁੱਟੀ ਦਾ ਬਣਦਾ ਬਕਾਇਆ ਦੇਣ ਲਈ ਸੋਫਟ ਵੇਅਰ ਨੂੰ ਤੁਰੰਤ ਕੀਤਾ ਜਾਵੇ ਅੱਪਡੇਟ - ਪੈਨਸ਼ਨਰ ਆਗੂ: [764, 108, 1504, 123]
gursar-photo: [953, 1492, 1504, 1728]
farmers-photo-top: [772, 329, 1131, 443]
article-farmers: [772, 329, 1131, 1435]
divider-d2: [1139, 1211, 1497, 1212]
gursar-col3: ਪ੍ਰਬੰਧਕ ਕਮੇਟੀ ਨੇ ਸਮੂਹ ਸੰਗਤਾਂ ਅਤੇ ਸੇਵਾਦਾਰਾਂ ਦਾ ਧੰਨਵਾਦ ਕੀਤਾ। ਉਨ੍ਹਾਂ ਅਗਲੇ ਮਹੀਨੇ ਦੀ ਮੱਸਿਆ 'ਤੇ ਵੀ ਸੰਗਤਾਂ ਨੂੰ ਵੱਧ ਚੜ੍ਹ ਕੇ ਪਹੁੰਚਣ ਦੀ ਅਪੀਲ ਕੀਤੀ।: [1324, 1740, 1504, 1757]
police-case-photo-2: [8, 1152, 366, 1289]
gurdwara-ganj-body-b: ਲੁਧਿਆਣਾ, 27 ਮਈ (ਵਰਿੰਦਰ) ਗੁਰਦੁਆਰਾ ਸ਼ਹੀਦੀ ਗੰਜ ਵੱਡਾ ਘੱਲੂਘਾਰਾ ਸਾਹਿਬ ਰੋਹੀੜਾ ਵਿਖੇ ਸਾਲਾਨਾ ਸਮਾਗਮ 1 ਜੂਨ ਨੂੰ ਕਰਵਾਇਆ ਜਾ ਰਿਹਾ ਹੈ। ਪ੍ਰਬੰਧਕ ਕਮੇਟੀ ਨੇ ਦੱਸਿਆ ਕਿ ਇਸ ਮੌਕੇ ਸ੍ਰੀ ਅਖੰਡ ਪਾਠ ਸਾਹਿਬ ਦੇ ਭੋਗ ਪਾਏ ਜਾਣਗੇ। ਪੰਥ ਪ੍ਰਸਿੱਧ ਰਾਗੀ ਢਾਡੀ ਜਥੇ ਹਾਜ਼ਰੀ ਭਰਨਗੇ। ਸੰਗਤਾਂ ਨੂੰ ਵੱਧ ਤੋਂ ਵੱਧ ਗਿਣਤੀ ਵਿੱਚ ਪਹੁੰਚਣ ਦੀ ਅਪੀਲ ਕੀਤੀ ਗਈ ਹੈ। ਲੰਗਰ ਅਤੁੱਟ ਵਰਤੇਗਾ ਅਤੇ ਸਾਰੇ ਪ੍ਰਬੰਧ ਮੁਕੰਮਲ ਕਰ ਲਏ ਗਏ ਹਨ। ਸ਼ਹੀਦਾਂ ਦੀ ਯਾਦ ਵਿੱਚ ਵਿਸ਼ੇਸ਼ ਕੀਰਤਨ ਦਰਬਾਰ ਸਜਾਇਆ ਜਾਵੇਗਾ।: [8, 902, 366, 926]
summer-camp-headline: ਇੰਡੋ-ਕੈਨੇਡੀਅਨ ਇੰਟਰਨੈਸ਼ਨਲ ਸਕੂਲ ਬਿਜਲ 'ਚ ਲਗਾਇਆ ਜਾ ਰਿਹਾ ਸਮਰ ਕੈਂਪ: [394, 1006, 745, 1020]
masthead-right: [1373, 10, 1501, 40]
bottom-section: [8, 1445, 1504, 1982]
logo-part-2: ਦਾ: [84, 12, 116, 39]
page-number: 5: [1471, 10, 1501, 40]
gurdwara-jeth-photo: [1139, 365, 1497, 511]
swatch-group-center: [720, 2401, 792, 2408]
gursar-headline: ਗੁਰਦੁਆਰਾ ਗੁਰਸਰ ਕਾਉਂਕੇ ਵਿਖੇ ਜੇਠ ਮਹੀਨੇ ਦੀ ਮੱਸਿਆ ਦਾ ਦਿਹਾੜਾ ਉਤਸ਼ਾਹ ਨਾਲ ਮਨਾਇਆ ਗਿਆ: [957, 1448, 1501, 1487]
association-headline: ਪ੍ਰੀ ਪ੍ਰਾਇਮਰੀ ਐਸੋਸੀਏਸ਼ਨ ਅਧਿਆਪਕ ਯੂਨੀਅਨ ਜ਼ਿਲ੍ਹਾ ਵੱਲੋਂ ਜ਼ਿਲ੍ਹਾ ਸਿੱਖਿਆ ਅਫ਼ਸਰ ਦਰਸ਼ਨੀਤ ਸਿੰਘ ਨੂੰ ਆਪਣੀਆਂ ਮੰਗਾਂ ਦੇ ਸਬੰਧ ਵਿਚ ਪੱਤਰ ਦਿੱਤਾ ਗਿਆ: [579, 1447, 934, 1474]
lead-left-photo: [130, 116, 382, 273]
masthead: [8, 6, 1504, 49]
publication-date: ਬੁੱਧਵਾਰ, 28 ਮਈ 2025: [1373, 19, 1463, 31]
second-section: [8, 329, 1504, 1435]
punjab-jail-caption: ਵਿਕਾਸ ਪ੍ਰੋਜੈਕਟ ਲੋਕਾਂ ਨੂੰ ਸਮਰਪਿਤ ਕਰਦੇ ਹੋਏ ਮੰਤਰੀ ਅਤੇ ਹੋਰ ਆਗੂ।: [8, 1658, 147, 1664]
gurdwara-jeth-body: ਲੁਧਿਆਣਾ, 27 ਮਈ (ਵਰਿੰਦਰ) ਗੁਰਦੁਆਰਾ ਸਾਹਿਬ ਵਿਖੇ ਜੇਠ ਮਹੀਨੇ ਦੀ ਮੱਸਿਆ ਦਾ ਦਿਹਾੜਾ ਪੂਰੀ ਸ਼ਰਧਾ ਅਤੇ ਉਤਸ਼ਾਹ ਨਾਲ ਮਨਾਇਆ ਗਿਆ। ਇਸ ਮੌਕੇ ਸ੍ਰੀ ਅਖੰਡ ਪਾਠ ਸਾਹਿਬ ਦੇ ਭੋਗ ਪਾਏ ਗਏ ਅਤੇ ਰਾਗੀ ਜਥਿਆਂ ਨੇ ਇਲਾਹੀ ਕੀਰਤਨ ਕਰਕੇ ਸੰਗਤਾਂ ਨੂੰ ਨਿਹਾਲ ਕੀਤਾ। ਸਟੇਜ ਸਕੱਤਰ ਨੇ ਗੁਰੂ ਸਾਹਿਬ ਦੇ ਜੀਵਨ 'ਤੇ ਚਾਨਣਾ ਪਾਇਆ। ਗੁਰੂ ਕਾ ਲੰਗਰ ਅਤੁੱਟ ਵਰਤਾਇਆ ਗਿਆ। ਸੰਗਤਾਂ ਨੇ ਵੱਡੀ ਗਿਣਤੀ ਵਿੱਚ ਹਾਜ਼ਰੀ ਭਰੀ ਅਤੇ ਗੁਰੂ ਘਰ ਦੀਆਂ ਖੁਸ਼ੀਆਂ ਪ੍ਰਾਪਤ ਕੀਤੀਆਂ। ਪ੍ਰਬੰਧਕ ਕਮੇਟੀ ਨੇ ਸੇਵਾ ਕਰਨ ਵਾਲੇ ਸਾਰੇ ਸੇਵਾਦਾਰਾਂ ਦਾ ਧੰਨਵਾਦ ਕੀਤਾ।: [1139, 522, 1497, 555]
divider-c1: [772, 866, 1131, 867]
school-yatra-caption: ਤਿਰੰਗਾ ਯਾਤਰਾ ਦੌਰਾਨ ਸ਼ਾਮਲ ਵਿਦਿਆਰਥੀ ਤੇ ਅਧਿਆਪਕ।: [374, 642, 492, 648]
congress-rally-col2: ਉਨ੍ਹਾਂ ਕਿਹਾ ਕਿ ਬਾਬਾ ਸਾਹਿਬ ਡਾ. ਭੀਮ ਰਾਓ ਅੰਬੇਡਕਰ ਵੱਲੋਂ ਬਣਾਇਆ ਸੰਵਿਧਾਨ ਹੀ ਦੇਸ਼ ਦੀ ਏਕਤਾ ਅਤੇ ਅਖੰਡਤਾ ਦੀ ਬੁਨਿਆਦ ਹੈ। ਰੈਲੀ ਵਿੱਚ ਮਤਾ ਪਾਸ ਕੀਤਾ ਗਿਆ ਕਿ ਸੰਵਿਧਾਨ ਦੀ ਰਾਖੀ ਲਈ ਹਰ ਪੱਧਰ 'ਤੇ ਸੰਘਰਸ਼ ਕੀਤਾ ਜਾਵੇਗਾ।: [473, 890, 656, 914]
police-case-headline: ਪੁਲਿਸ ਤਸ਼ੱਦਦ ਕਾਰਨ ਹੋਈ ਹਰਦਿਲਜੀਤ ਦੀ ਮੌਤ ਕਾਲੇ ਦੌਰ ਦੀ ਸ਼ੁਰੂਆਤ ਦੀ ਨਿਸ਼ਾਨੀ- ਕਾਮਰੇਡ ਸੇਖੋਂ: [20, 1006, 354, 1036]
congress-candidate-body: ਲੁਧਿਆਣਾ, 27 ਮਈ (ਵਰਿੰਦਰ) ਲੁਧਿਆਣਾ ਪੱਛਮੀ ਹਲਕੇ ਦੀ ਜ਼ਿਮਨੀ ਚੋਣ ਲਈ ਕਾਂਗਰਸ ਉਮੀਦਵਾਰ ਭਾਰਤ ਭੂਸ਼ਣ ਆਸ਼ੂ ਦੀ ਚੋਣ ਮੁਹਿੰਮ ਨੇ ਜ਼ੋਰ ਫੜ ਲਿਆ ਹੈ। ਹਲਕੇ ਦੇ ਵੱਖ-ਵੱਖ ਇਲਾਕਿਆਂ ਵਿੱਚ ਉਨ੍ਹਾਂ ਦਾ ਭਰਵਾਂ ਸਵਾਗਤ ਕੀਤਾ ਜਾ ਰਿਹਾ ਹੈ। ਵਾਰਡ ਵਾਸੀਆਂ ਨੇ ਫੁੱਲਾਂ ਦੇ ਹਾਰ ਪਾ ਕੇ ਅਤੇ ਸਿਰੋਪਾਓ ਦੇ ਕੇ ਸਨਮਾਨਿਤ ਕੀਤਾ। ਆਸ਼ੂ ਨੇ ਕਿਹਾ ਕਿ ਉਹ ਹਲਕੇ ਦੇ ਵਿਕਾਸ ਲਈ ਵਚਨਬੱਧ ਹਨ ਅਤੇ ਲੋਕਾਂ ਦੀਆਂ ਮੁਸ਼ਕਿਲਾਂ ਨੂੰ ਪਹਿਲ ਦੇ ਆਧਾਰ 'ਤੇ ਹੱਲ ਕੀਤਾ ਜਾਵੇਗਾ। ਉਨ੍ਹਾਂ ਕਿਹਾ ਕਿ ਪਿਛਲੇ ਸਮੇਂ ਦੌਰਾਨ ਹਲਕੇ ਵਿੱਚ ਕਰੋੜਾਂ ਰੁਪਏ ਦੇ ਵਿਕਾਸ ਕਾਰਜ ਕਰਵਾਏ ਗਏ ਸਨ। ਲੋਕਾਂ ਨੇ ਭਰੋਸਾ ਦਿੱਤਾ ਕਿ ਇਸ ਵਾਰ ਵੀ ਉਹ ਕਾਂਗਰਸ ਦਾ ਸਾਥ ਦੇਣਗੇ। ਇਸ ਮੌਕੇ ਵੱਡੀ ਗਿਣਤੀ ਵਿੱਚ ਵਰਕਰ ਅਤੇ ਸਮਰਥਕ ਹਾਜ਼ਰ ਸਨ। ਚੋਣ ਮੁਹਿੰਮ ਦੌਰਾਨ ਘਰ-ਘਰ ਜਾ ਕੇ ਪ੍ਰਚਾਰ ਕੀਤਾ ਜਾ ਰਿਹਾ ਹੈ। ਨੌਜਵਾਨਾਂ ਅਤੇ ਔਰਤਾਂ ਵਿੱਚ ਵੀ ਭਾਰੀ ਉਤਸ਼ਾਹ ਵੇਖਣ ਨੂੰ ਮਿਲ ਰਿਹਾ ਹੈ। ਆਗੂਆਂ ਨੇ ਕਿਹਾ ਕਿ ਜਿੱਤ ਯਕੀਨੀ ਹੈ।: [8, 553, 366, 603]
congress-candidate-headline: ਕਾਂਗਰਸੀ ਉਮੀਦਵਾਰ ਭਾਰਤ ਭੂਸ਼ਣ ਆਸ਼ੂ ਦੀ ਚੋਣ ਮੁਹਿੰਮ ਨੇ ਫੜ੍ਹੀ ਤੇਜ਼ੀ, ਹਲਕਾ ਵਾਸੀਆਂ ਨੇ ਸ਼ਾਨ ਨਾਲ ਸਿਤੰਬਰ ਦਾ ਦਿੱਤਾ ਭਰਵਾਂ: [13, 330, 361, 360]
punjab-jail-photo-2: [8, 1825, 559, 1982]
divider-b2: [374, 1001, 764, 1002]
section-divider-2: [8, 1439, 1504, 1441]
fateh-award-body: ਲੁਧਿਆਣਾ, 27 ਮਈ (ਵਰਿੰਦਰ) ਦਸਤਾਰ ਮੁਕਾਬਲਿਆਂ ਵਿੱਚ ਵਿਦਿਆਰਥੀਆਂ ਨੇ ਸ਼ਾਨਦਾਰ ਪ੍ਰਦਰਸ਼ਨ ਕਰਦਿਆਂ ਪਹਿਲਾ ਸਥਾਨ ਹਾਸਲ ਕੀਤਾ। ਇਸ ਮੌਕੇ ਜੇਤੂ ਵਿਦਿਆਰਥੀਆਂ ਨੂੰ ਸਨਮਾਨ ਚਿੰਨ੍ਹ ਦੇ ਕੇ ਸਨਮਾਨਿਤ ਕੀਤਾ ਗਿਆ। ਪ੍ਰਬੰਧਕਾਂ ਨੇ ਕਿਹਾ ਕਿ ਅਜਿਹੇ ਮੁਕਾਬਲੇ ਨੌਜਵਾਨ ਪੀੜ੍ਹੀ ਨੂੰ ਆਪਣੇ ਵਿਰਸੇ ਨਾਲ ਜੋੜਦੇ ਹਨ। ਸਕੂਲ ਪ੍ਰਬੰਧਕਾਂ ਅਤੇ ਮਾਪਿਆਂ ਨੇ ਜੇਤੂਆਂ ਨੂੰ ਵਧਾਈ ਦਿੱਤੀ।: [1139, 1026, 1497, 1051]
